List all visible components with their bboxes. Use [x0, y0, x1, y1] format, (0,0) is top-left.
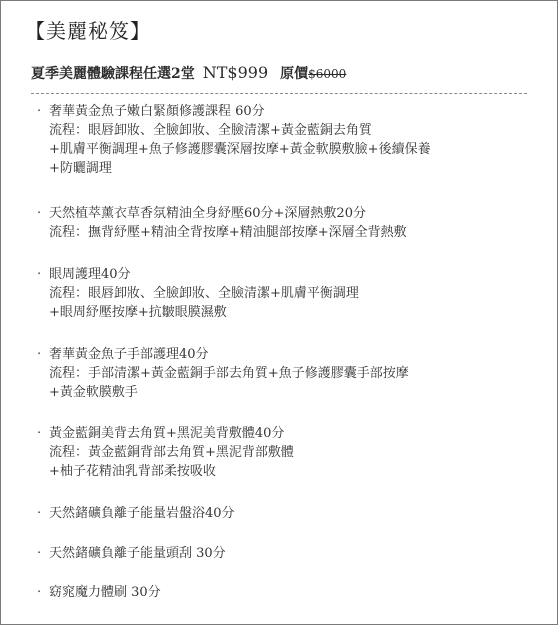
- bullet-icon: ‧: [37, 506, 42, 521]
- item-name: 奢華黃金魚子嫩白緊顏修護課程 60分: [49, 104, 265, 119]
- list-item: [37, 102, 431, 178]
- list-item: [37, 345, 409, 402]
- dashed-divider: [31, 93, 527, 94]
- offer-price: NT$999: [202, 63, 269, 82]
- list-item: [37, 424, 294, 481]
- item-process-line: 流程：黃金藍銅背部去角質+黑泥背部敷體: [49, 445, 294, 460]
- offer-line: [31, 63, 346, 83]
- bullet-icon: ‧: [37, 546, 42, 561]
- item-name: 天然植萃薰衣草香氛精油全身紓壓60分+深層熱敷20分: [49, 206, 366, 221]
- item-process-line: 流程：手部清潔+黃金藍銅手部去角質+魚子修護膠囊手部按摩: [49, 366, 409, 381]
- offer-text: 夏季美麗體驗課程任選2堂: [31, 66, 195, 82]
- item-name: 天然鍺礦負離子能量頭刮 30分: [49, 546, 226, 561]
- item-process-line: 流程：眼唇卸妝、全臉卸妝、全臉清潔+黃金藍銅去角質: [49, 123, 372, 138]
- item-process-line: 流程：撫背紓壓+精油全背按摩+精油腿部按摩+深層全背熱敷: [49, 225, 407, 240]
- list-item: [37, 265, 359, 322]
- item-name: 奢華黃金魚子手部護理40分: [49, 347, 209, 362]
- bullet-icon: ‧: [37, 267, 42, 282]
- item-process-line: +黃金軟膜敷手: [49, 385, 138, 400]
- item-name: 眼周護理40分: [49, 267, 131, 282]
- item-process-line: +柚子花精油乳背部柔按吸收: [49, 464, 216, 479]
- bullet-icon: ‧: [37, 347, 42, 362]
- original-price-label: 原價: [280, 66, 309, 82]
- list-item: [37, 583, 161, 602]
- bullet-icon: ‧: [37, 585, 42, 600]
- bullet-icon: ‧: [37, 426, 42, 441]
- bullet-icon: ‧: [37, 104, 42, 119]
- item-process-line: +眼周紓壓按摩+抗皺眼膜濕敷: [49, 305, 227, 320]
- list-item: [37, 544, 226, 563]
- item-name: 天然鍺礦負離子能量岩盤浴40分: [49, 506, 235, 521]
- item-name: 窈窕魔力體刷 30分: [49, 585, 161, 600]
- item-name: 黃金藍銅美背去角質+黑泥美背敷體40分: [49, 426, 285, 441]
- item-process-line: 流程：眼唇卸妝、全臉卸妝、全臉清潔+肌膚平衡調理: [49, 286, 359, 301]
- item-process-line: +肌膚平衡調理+魚子修護膠囊深層按摩+黃金軟膜敷臉+後續保養: [49, 142, 431, 157]
- list-item: [37, 204, 407, 242]
- page-title: 【美麗秘笈】: [25, 19, 151, 43]
- item-process-line: +防曬調理: [49, 161, 112, 176]
- bullet-icon: ‧: [37, 206, 42, 221]
- list-item: [37, 504, 235, 523]
- original-price: $6000: [308, 67, 347, 81]
